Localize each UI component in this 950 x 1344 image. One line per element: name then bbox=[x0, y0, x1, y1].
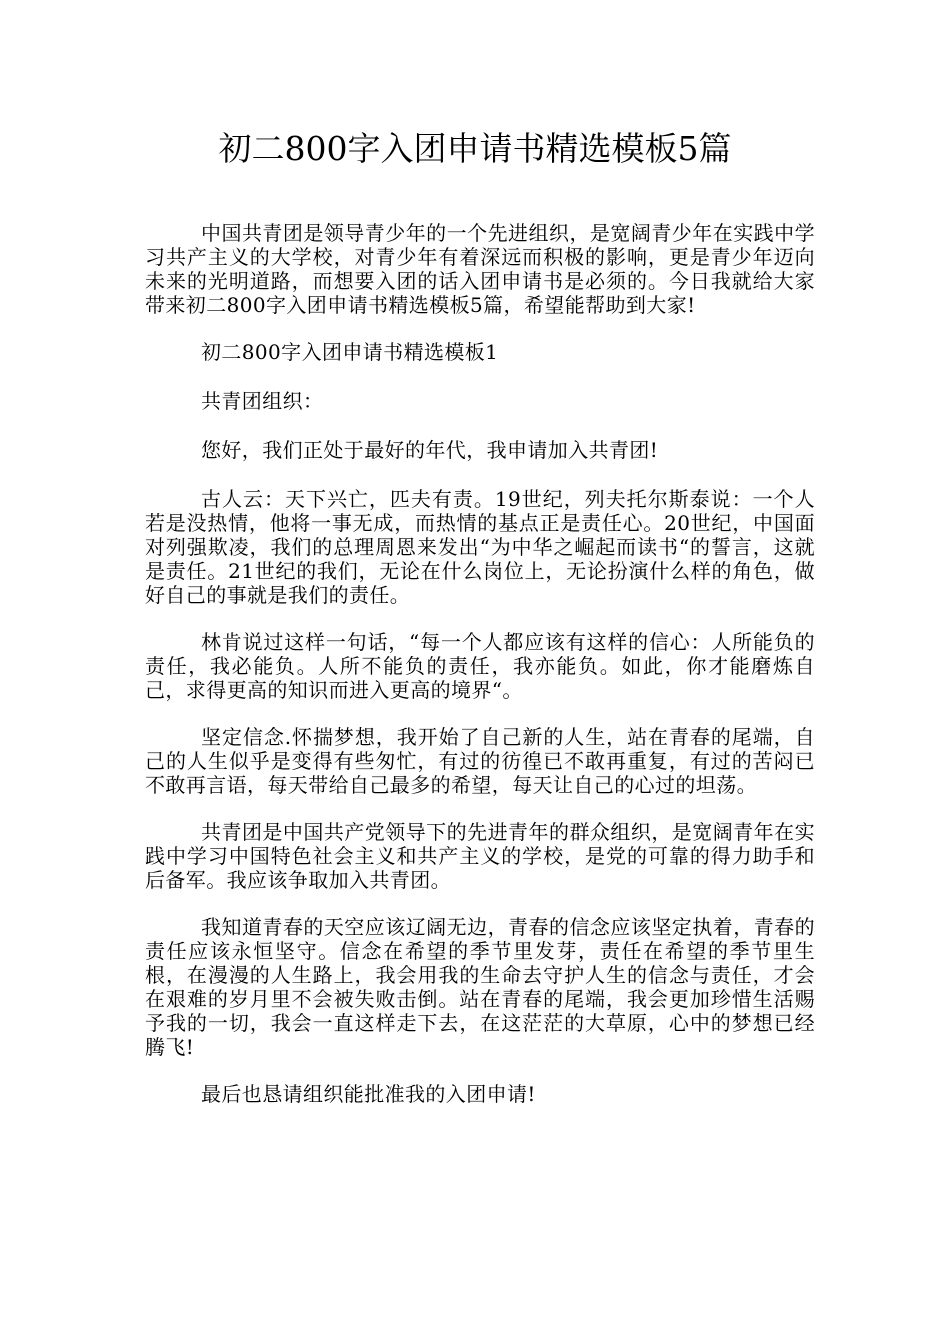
body-paragraph-league-description: 共青团是中国共产党领导下的先进青年的群众组织，是宽阔青年在实践中学习中国特色社会主义和共产主义的学校，是党的可靠的得力助手和后备军。我应该争取加入共青团。 bbox=[145, 820, 815, 892]
body-paragraph-belief: 坚定信念.怀揣梦想，我开始了自己新的人生，站在青春的尾端，自己的人生似乎是变得有些匆忙，有过的彷徨已不敢再重复，有过的苦闷已不敢再言语，每天带给自己最多的希望，每天让自己的心过的坦荡。 bbox=[145, 725, 815, 797]
greeting-paragraph: 您好，我们正处于最好的年代，我申请加入共青团! bbox=[201, 438, 659, 462]
section-heading-template-1: 初二800字入团申请书精选模板1 bbox=[201, 340, 499, 364]
document-title: 初二800字入团申请书精选模板5篇 bbox=[218, 129, 732, 168]
closing-request: 最后也恳请组织能批准我的入团申请! bbox=[201, 1082, 536, 1106]
document-body bbox=[145, 221, 815, 1131]
body-paragraph-lincoln-quote: 林肯说过这样一句话，“每一个人都应该有这样的信心：人所能负的责任，我必能负。人所不能负的责任，我亦能负。如此，你才能磨炼自己，求得更高的知识而进入更高的境界“。 bbox=[145, 630, 815, 702]
salutation: 共青团组织： bbox=[201, 389, 324, 413]
intro-paragraph: 中国共青团是领导青少年的一个先进组织，是宽阔青少年在实践中学习共产主义的大学校，对青少年有着深远而积极的影响，更是青少年迈向未来的光明道路，而想要入团的话入团申请书是必须的。今日我就给大家带来初二800字入团申请书精选模板5篇，希望能帮助到大家! bbox=[145, 221, 815, 317]
body-paragraph-responsibility: 古人云：天下兴亡，匹夫有责。19世纪，列夫托尔斯泰说：一个人若是没热情，他将一事无成，而热情的基点正是责任心。20世纪，中国面对列强欺凌，我们的总理周恩来发出“为中华之崛起而读书“的誓言，这就是责任。21世纪的我们，无论在什么岗位上，无论扮演什么样的角色，做好自己的事就是我们的责任。 bbox=[145, 487, 815, 607]
body-paragraph-youth: 我知道青春的天空应该辽阔无边，青春的信念应该坚定执着，青春的责任应该永恒坚守。信念在希望的季节里发芽，责任在希望的季节里生根，在漫漫的人生路上，我会用我的生命去守护人生的信念与责任，才会在艰难的岁月里不会被失败击倒。站在青春的尾端，我会更加珍惜生活赐予我的一切，我会一直这样走下去，在这茫茫的大草原，心中的梦想已经腾飞! bbox=[145, 915, 815, 1059]
